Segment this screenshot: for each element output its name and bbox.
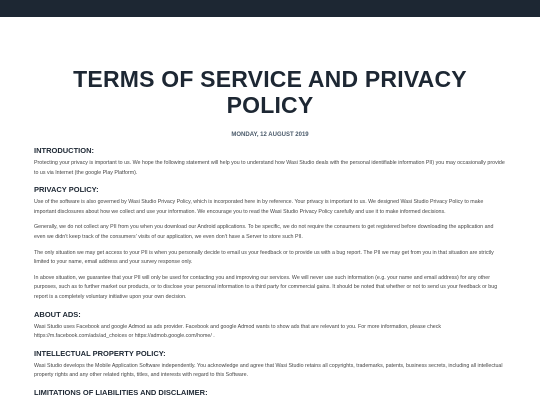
section-heading: ABOUT ADS:	[34, 309, 81, 319]
paragraph: Protecting your privacy is important to us. We hope the following statement will help you to understand how Wasi Studio deals with the personal identifiable information PII) you may occasionally provide to us via Internet (the google Play Platform).	[34, 160, 505, 176]
section-about-ads	[34, 310, 506, 342]
section-introduction	[34, 146, 506, 178]
top-bar	[0, 0, 540, 17]
section-heading: PRIVACY POLICY:	[34, 185, 99, 195]
paragraph: Use of the software is also governed by Wasi Studio Privacy Policy, which is incorporated here in by reference. Your privacy is important to us. We designed Wasi Studio Privacy Policy to make important disclosures about how we collect and use your information. We encourage you to read the Wasi Studio Privacy Policy carefully and use it to make informed decisions.	[34, 199, 484, 215]
section-heading: INTRODUCTION:	[34, 146, 94, 155]
policy-page	[0, 66, 540, 398]
section-heading: LIMITATIONS OF LIABILITIES AND DISCLAIMER:	[34, 387, 208, 397]
section-privacy-policy	[34, 185, 506, 302]
paragraph: Generally, we do not collect any PII from you when you download our Android applications. To be specific, we do not require the consumers to get registered before downloading the application and even we didn't keep track of the consumers' visits of our application, we even don't have a Server to store such PII.	[34, 224, 494, 240]
page-title: TERMS OF SERVICE AND PRIVACY POLICY	[73, 66, 467, 118]
paragraph: Wasi Studio develops the Mobile Application Software independently. You acknowledge and agree that Wasi Studio retains all copyrights, trademarks, patents, business secrets, including all intellectual property rights and any other related rights, titles, and interests with regard to this Software.	[34, 362, 503, 379]
paragraph: The only situation we may get access to your PII is when you personally decide to email us your feedback or to provide us with a bug report. The PII we may get from you in that situation are strictly limited to your name, email address and your survey response only.	[34, 249, 494, 266]
section-limitations	[34, 388, 506, 398]
section-intellectual-property	[34, 349, 506, 381]
section-heading: INTELLECTUAL PROPERTY POLICY:	[34, 348, 166, 358]
publish-date: MONDAY, 12 AUGUST 2019	[231, 132, 309, 138]
paragraph: In above situation, we guarantee that your PII will only be used for contacting you and improving our services. We will never use such information (e.g. your name and email address) for any other purposes, such as to further market our products, or to disclose your personal information to a third party for commercial gains. It should be noted that whether or not to send us your feedback or bug report is a completely voluntary initiative upon your own decision.	[34, 274, 498, 300]
paragraph: Wasi Studio uses Facebook and google Admod as ads provider. Facebook and google Admod wants to show ads that are relevant to you. For more information, please check https://m.facebook.com/ads/ad_choices or https://admob.google.com/home/ .	[34, 323, 442, 340]
